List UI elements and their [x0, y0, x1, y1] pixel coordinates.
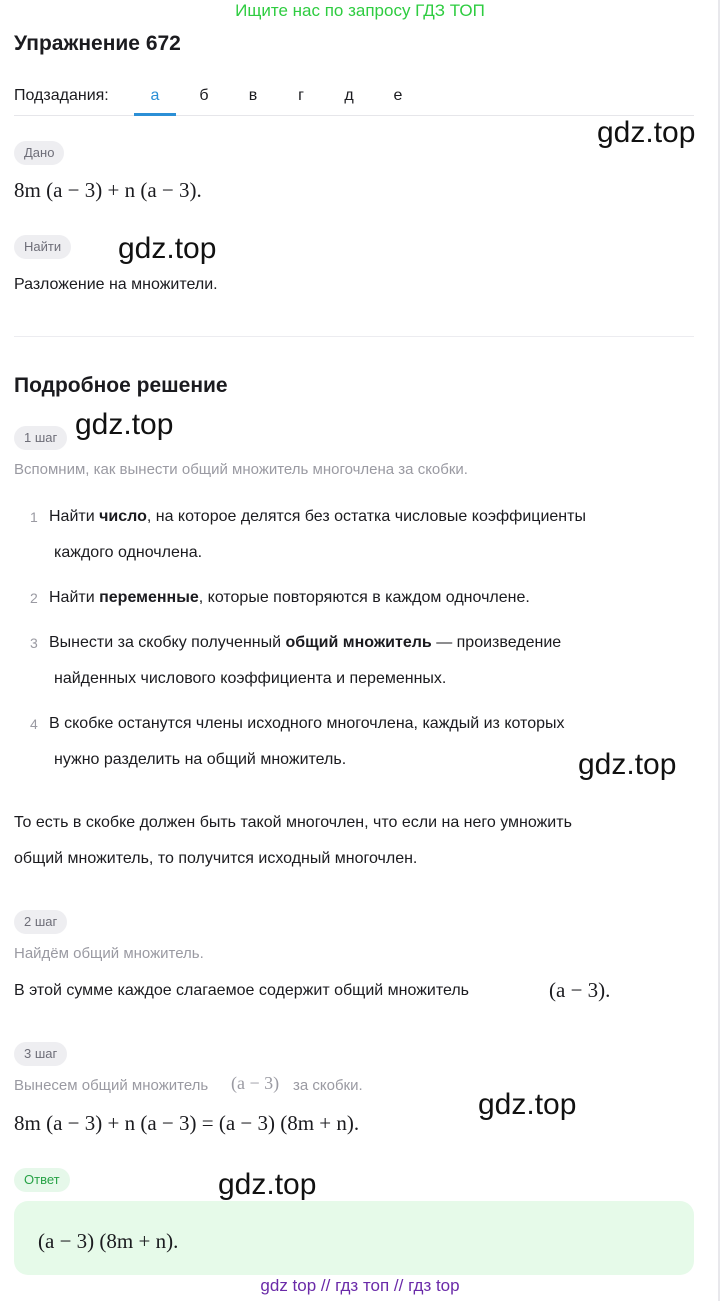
- list-text: нужно разделить на общий множитель.: [54, 751, 347, 768]
- list-text: Найти: [49, 589, 100, 606]
- step1-label: 1 шаг: [14, 426, 67, 450]
- answer-expression: (a − 3) (8m + n).: [38, 1229, 179, 1253]
- list-text: найденных числового коэффициента и переменных.: [54, 670, 447, 687]
- list-number: 1: [30, 509, 38, 525]
- watermark: gdz.top: [75, 408, 174, 441]
- solution-title: Подробное решение: [14, 374, 228, 397]
- conclusion-paragraph: [14, 805, 704, 877]
- step3-expression: 8m (a − 3) + n (a − 3) = (a − 3) (8m + n).: [14, 1111, 360, 1135]
- list-text: Найти: [49, 508, 100, 525]
- list-number: 4: [30, 716, 38, 732]
- step3-hint-post: за скобки.: [293, 1077, 363, 1094]
- step3-label: 3 шаг: [14, 1042, 67, 1066]
- section-divider: [14, 336, 694, 337]
- step2-factor: (a − 3).: [549, 978, 611, 1002]
- list-item-body: [49, 625, 689, 697]
- answer-box: [14, 1201, 694, 1275]
- step2-hint: Найдём общий множитель.: [14, 945, 204, 962]
- list-text: каждого одночлена.: [54, 544, 203, 561]
- step2-text: В этой сумме каждое слагаемое содержит общий множитель: [14, 982, 470, 999]
- watermark: gdz.top: [218, 1168, 317, 1201]
- find-label: Найти: [14, 235, 71, 259]
- list-text: , на которое делятся без остатка числовые коэффициенты: [146, 508, 586, 525]
- watermark: gdz.top: [478, 1088, 577, 1121]
- subtask-tab-a[interactable]: а: [134, 80, 176, 116]
- step3-hint-pre: Вынесем общий множитель: [14, 1077, 209, 1094]
- conclusion-line: То есть в скобке должен быть такой многочлен, что если на него умножить: [14, 814, 572, 831]
- subtasks-bar: [14, 80, 694, 116]
- footer-links[interactable]: gdz top // гдз топ // гдз top: [260, 1276, 460, 1295]
- list-item: [30, 580, 690, 616]
- list-item-body: [49, 499, 689, 571]
- page-title: Упражнение 672: [14, 32, 181, 55]
- watermark: gdz.top: [578, 748, 677, 781]
- list-item: [30, 499, 690, 571]
- list-text: — произведение: [431, 634, 562, 651]
- conclusion-line: общий множитель, то получится исходный многочлен.: [14, 850, 418, 867]
- list-number: 3: [30, 635, 38, 651]
- top-banner[interactable]: Ищите нас по запросу ГДЗ ТОП: [235, 1, 485, 20]
- step3-hint-factor: (a − 3): [231, 1073, 280, 1093]
- list-item-body: [49, 580, 689, 616]
- list-bold-term: число: [99, 508, 147, 525]
- find-text: Разложение на множители.: [14, 276, 218, 293]
- list-text: , которые повторяются в каждом одночлене.: [198, 589, 530, 606]
- subtask-tab-g[interactable]: г: [298, 87, 304, 104]
- watermark: gdz.top: [597, 116, 696, 149]
- subtask-tab-e[interactable]: е: [393, 87, 403, 104]
- list-text: В скобке останутся члены исходного многочлена, каждый из которых: [49, 715, 565, 732]
- step2-label: 2 шаг: [14, 910, 67, 934]
- given-label: Дано: [14, 141, 64, 165]
- list-text: Вынести за скобку полученный: [49, 634, 286, 651]
- subtasks-label: Подзадания:: [14, 87, 109, 104]
- given-expression: 8m (a − 3) + n (a − 3).: [14, 178, 202, 202]
- answer-label: Ответ: [14, 1168, 70, 1192]
- list-bold-term: общий множитель: [285, 634, 432, 651]
- watermark: gdz.top: [118, 232, 217, 265]
- list-bold-term: переменные: [99, 589, 199, 606]
- step1-hint: Вспомним, как вынести общий множитель многочлена за скобки.: [14, 461, 468, 478]
- list-item: [30, 625, 690, 697]
- subtask-tab-v[interactable]: в: [248, 87, 258, 104]
- subtask-tab-d[interactable]: д: [344, 87, 354, 104]
- list-number: 2: [30, 590, 38, 606]
- subtask-tab-b[interactable]: б: [199, 87, 209, 104]
